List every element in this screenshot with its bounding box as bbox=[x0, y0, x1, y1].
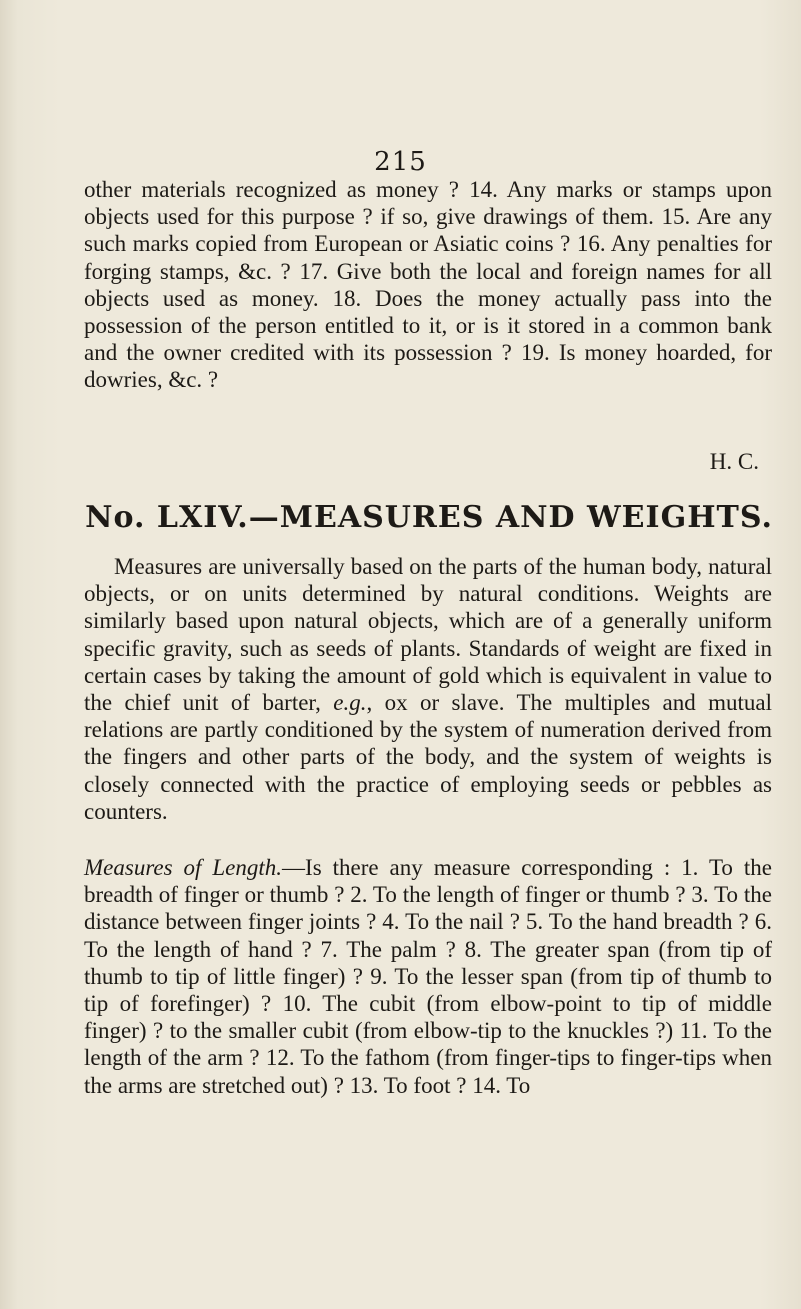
measures-of-length-paragraph bbox=[84, 854, 772, 1099]
page-number: 215 bbox=[374, 147, 427, 177]
measures-of-length-lead: Measures of Length. bbox=[84, 855, 283, 880]
continued-paragraph-text: other materials recognized as money ? 14. Any marks or stamps upon objects used for this purpose ? if so, give drawings of them. 15. Are any such marks copied from European or Asiatic coins ? 16. Any penalties for forging stamps, &c. ? 17. Give both the local and foreign names for all objects used as money. 18. Does the money actually pass into the possession of the person entitled to it, or is it stored in a common bank and the owner credited with its possession ? 19. Is money hoarded, for dowries, &c. ? bbox=[84, 177, 772, 393]
intro-text-part-2: , ox or slave. The multiples and mutual relations are partly conditioned by the system of numeration derived from the fingers and other parts of the body, and the system of weights is closely connected with the practice of employing seeds or pebbles as counters. bbox=[84, 690, 772, 824]
section-heading: No. LXIV.—MEASURES AND WEIGHTS. bbox=[85, 500, 773, 535]
intro-paragraph-text bbox=[84, 553, 772, 825]
measures-of-length-text bbox=[84, 854, 772, 1099]
intro-italic-eg: e.g. bbox=[333, 690, 367, 716]
intro-paragraph bbox=[84, 553, 772, 825]
author-initials: H. C. bbox=[709, 449, 759, 474]
continued-paragraph bbox=[84, 176, 772, 394]
intro-text-part-1: Measures are universally based on the parts of the human body, natural objects, or on units determined by natural conditions. Weights are similarly based upon natural objects, which are of a generally uniform specific gravity, such as seeds of plants. Standards of weight are fixed in certain cases by taking the amount of gold which is equivalent in value to the chief unit of barter, bbox=[84, 554, 772, 716]
measures-of-length-body: —Is there any measure corresponding : 1. To the breadth of finger or thumb ? 2. To the length of finger or thumb ? 3. To the distance between finger joints ? 4. To the nail ? 5. To the hand breadth ? 6. To the length of hand ? 7. The palm ? 8. The greater span (from tip of thumb to tip of little finger) ? 9. To the lesser span (from tip of thumb to tip of forefinger) ? 10. The cubit (from elbow-point to tip of middle finger) ? to the smaller cubit (from elbow-tip to the knuckles ?) 11. To the length of the arm ? 12. To the fathom (from finger-tips to finger-tips when the arms are stretched out) ? 13. To foot ? 14. To bbox=[84, 855, 772, 1098]
